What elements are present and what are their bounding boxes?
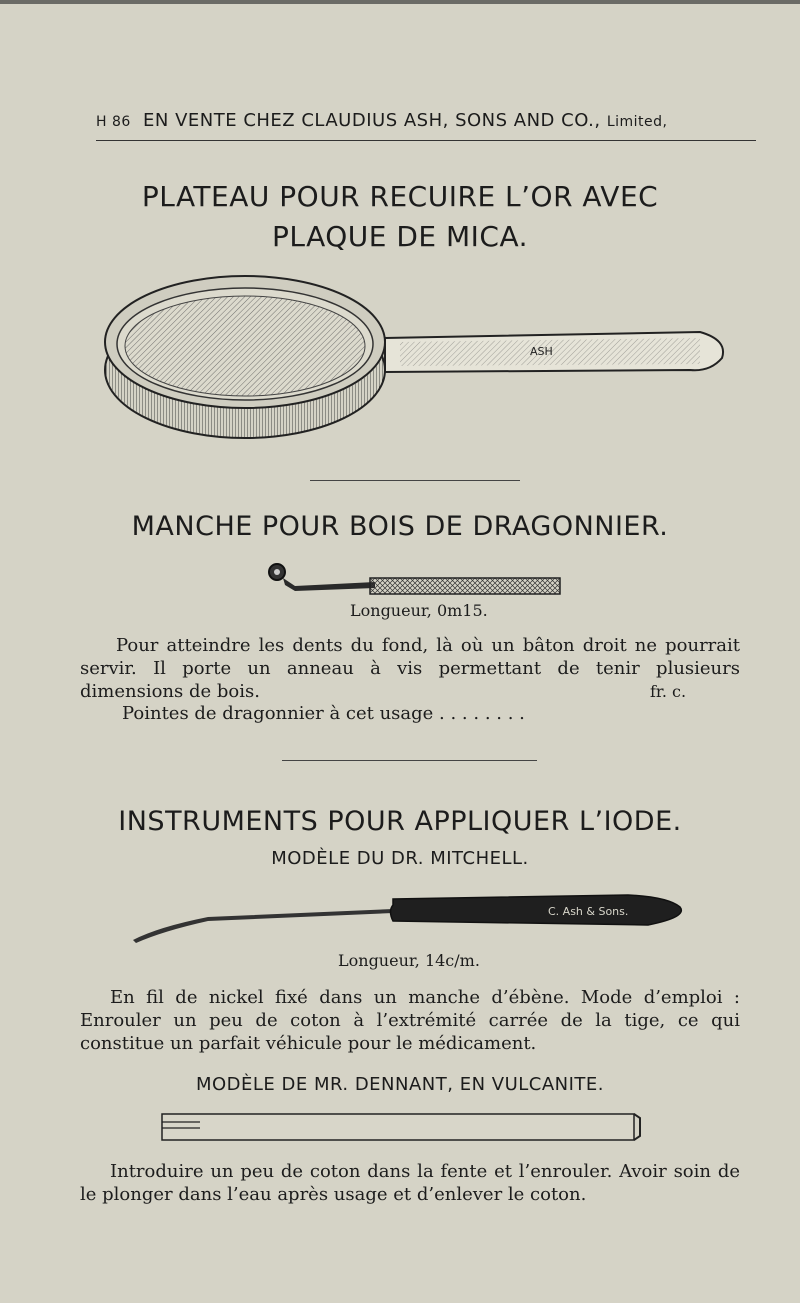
dragon-handle-illustration	[265, 558, 565, 598]
page-top-edge	[0, 0, 800, 4]
section3-paragraph: En fil de nickel fixé dans un manche d’ébène. Mode d’emploi : Enrouler un peu de coton à l’extrémité carrée de la tige, ce qui constitue un parfait véhicule pour le médicament.	[80, 987, 740, 1054]
applicator-engraving: C. Ash & Sons.	[548, 905, 629, 918]
header-rule	[96, 140, 756, 141]
dragon-tips-item: Pointes de dragonnier à cet usage . . . . . . . .	[122, 703, 525, 724]
divider-rule-2	[282, 760, 537, 761]
price-unit-label: fr. c.	[650, 682, 687, 701]
section1-title-line2: PLAQUE DE MICA.	[271, 220, 529, 253]
section4-paragraph: Introduire un peu de coton dans la fente et l’enrouler. Avoir soin de le plonger dans l’eau après usage et d’enlever le coton.	[80, 1161, 740, 1205]
iodine-applicator-illustration	[128, 885, 688, 950]
dragon-handle-caption: Longueur, 0m15.	[350, 601, 488, 620]
section1-title-line1: PLATEAU POUR RECUIRE L’OR AVEC	[141, 180, 659, 213]
section2-title: MANCHE POUR BOIS DE DRAGONNIER.	[131, 511, 669, 542]
page-number: H 86	[96, 114, 131, 130]
tray-engraving: ASH	[530, 345, 553, 358]
section2-paragraph: Pour atteindre les dents du fond, là où un bâton droit ne pourrait servir. Il porte un anneau à vis permettant de tenir plusieurs dimensions de bois.	[80, 635, 740, 702]
divider-rule	[310, 480, 520, 481]
section3-subtitle: MODÈLE DU DR. MITCHELL.	[271, 848, 529, 869]
vulcanite-applicator-illustration	[160, 1108, 650, 1148]
section4-subtitle: MODÈLE DE MR. DENNANT, EN VULCANITE.	[195, 1074, 605, 1095]
section1-title	[0, 177, 800, 257]
header-limited: Limited,	[606, 114, 668, 130]
section3-title: INSTRUMENTS POUR APPLIQUER L’IODE.	[118, 806, 682, 837]
iodine-applicator-caption: Longueur, 14c/m.	[338, 951, 480, 970]
header-text: EN VENTE CHEZ CLAUDIUS ASH, SONS AND CO.,	[143, 110, 601, 131]
page-header	[96, 110, 756, 131]
annealing-tray-illustration	[100, 260, 730, 445]
